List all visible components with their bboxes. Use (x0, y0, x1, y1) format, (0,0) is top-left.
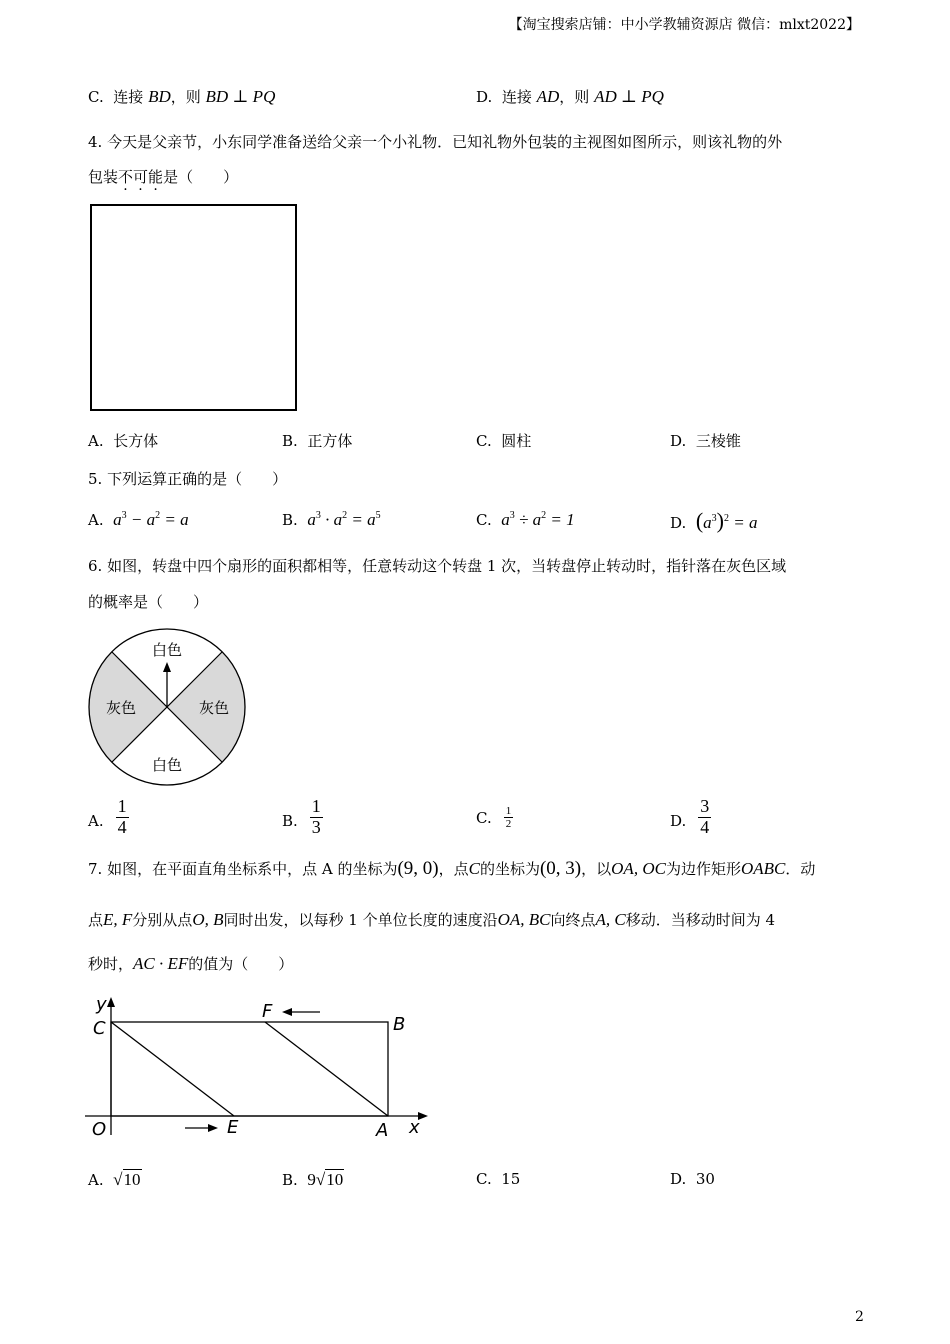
q7-stem-line2: 点E, F分别从点O, B同时出发，以每秒 1 个单位长度的速度沿OA, BC向终点A, C移动．当移动时间为 4 (88, 910, 776, 929)
q7-stem-line1: 7. 如图，在平面直角坐标系中，点 A 的坐标为(9, 0)，点C的坐标为(0, 3)，以OA, OC为边作矩形OABC．动 (88, 858, 816, 879)
label-c: C (93, 1018, 106, 1039)
q6-option-d: D. $\frac{3}{4}$ (670, 796, 710, 837)
sector-label-bottom: 白色 (151, 756, 183, 774)
sector-label-top: 白色 (151, 641, 183, 659)
q4-option-a: A. 长方体 (88, 432, 159, 450)
q4-option-c: C. 圆柱 (476, 432, 532, 450)
q3-option-c: C. 连接 BD，则 BD ⊥ PQ (88, 87, 276, 106)
q3-option-d: D. 连接 AD，则 AD ⊥ PQ (476, 87, 664, 106)
q5-option-d: D. $(a^3)^2 = a$ (670, 508, 758, 533)
segment-fa (265, 1022, 388, 1116)
label-f: F (262, 1001, 273, 1022)
q4-stem-line1: 4. 今天是父亲节，小东同学准备送给父亲一个小礼物．已知礼物外包装的主视图如图所示，则该礼物的外 (88, 133, 783, 151)
label-o: O (92, 1119, 107, 1140)
q5-option-c: C. $a^3 \div a^2 = 1$ (476, 510, 575, 529)
label-a: A (376, 1120, 389, 1141)
q4-option-b: B. 正方体 (282, 432, 353, 450)
page-number: 2 (855, 1309, 864, 1325)
sector-label-left: 灰色 (105, 699, 137, 717)
q6-option-c: C. $\frac{1}{2}$ (476, 805, 512, 831)
segment-ce (111, 1022, 234, 1116)
q6-stem-line1: 6. 如图，转盘中四个扇形的面积都相等，任意转动这个转盘 1 次，当转盘停止转动时，指针落在灰色区域 (88, 557, 787, 575)
label-b: B (393, 1014, 406, 1035)
header-shop-text: 【淘宝搜索店铺：中小学教辅资源店 微信：mlxt2022】 (508, 17, 860, 33)
q7-option-d: D. 30 (670, 1170, 715, 1188)
q7-coordinate-figure (80, 990, 440, 1142)
q7-option-a: A. √10 (88, 1170, 141, 1189)
sector-label-right: 灰色 (198, 699, 230, 717)
spinner-pointer-arrowhead (163, 662, 171, 672)
label-y: y (96, 994, 107, 1015)
q4-front-view-square (90, 204, 297, 411)
q6-option-b: B. $\frac{1}{3}$ (282, 796, 321, 837)
q5-option-a: A. $a^3 - a^2 = a$ (88, 510, 189, 529)
q7-option-c: C. 15 (476, 1170, 521, 1188)
q4-stem-line2: 包装不可能是（ ） (88, 168, 239, 186)
q5-option-b: B. $a^3 \cdot a^2 = a^5$ (282, 510, 381, 529)
q5-stem: 5. 下列运算正确的是（ ） (88, 470, 288, 488)
q6-stem-line2: 的概率是（ ） (88, 593, 209, 611)
label-e: E (227, 1117, 239, 1138)
q4-option-d: D. 三棱锥 (670, 432, 741, 450)
q6-spinner-figure (86, 626, 250, 790)
q6-option-a: A. $\frac{1}{4}$ (88, 796, 127, 837)
q7-option-b: B. 9√10 (282, 1170, 344, 1189)
label-x: x (409, 1117, 420, 1138)
rectangle-oabc (111, 1022, 388, 1116)
q7-stem-line3: 秒时，AC · EF的值为（ ） (88, 954, 294, 973)
